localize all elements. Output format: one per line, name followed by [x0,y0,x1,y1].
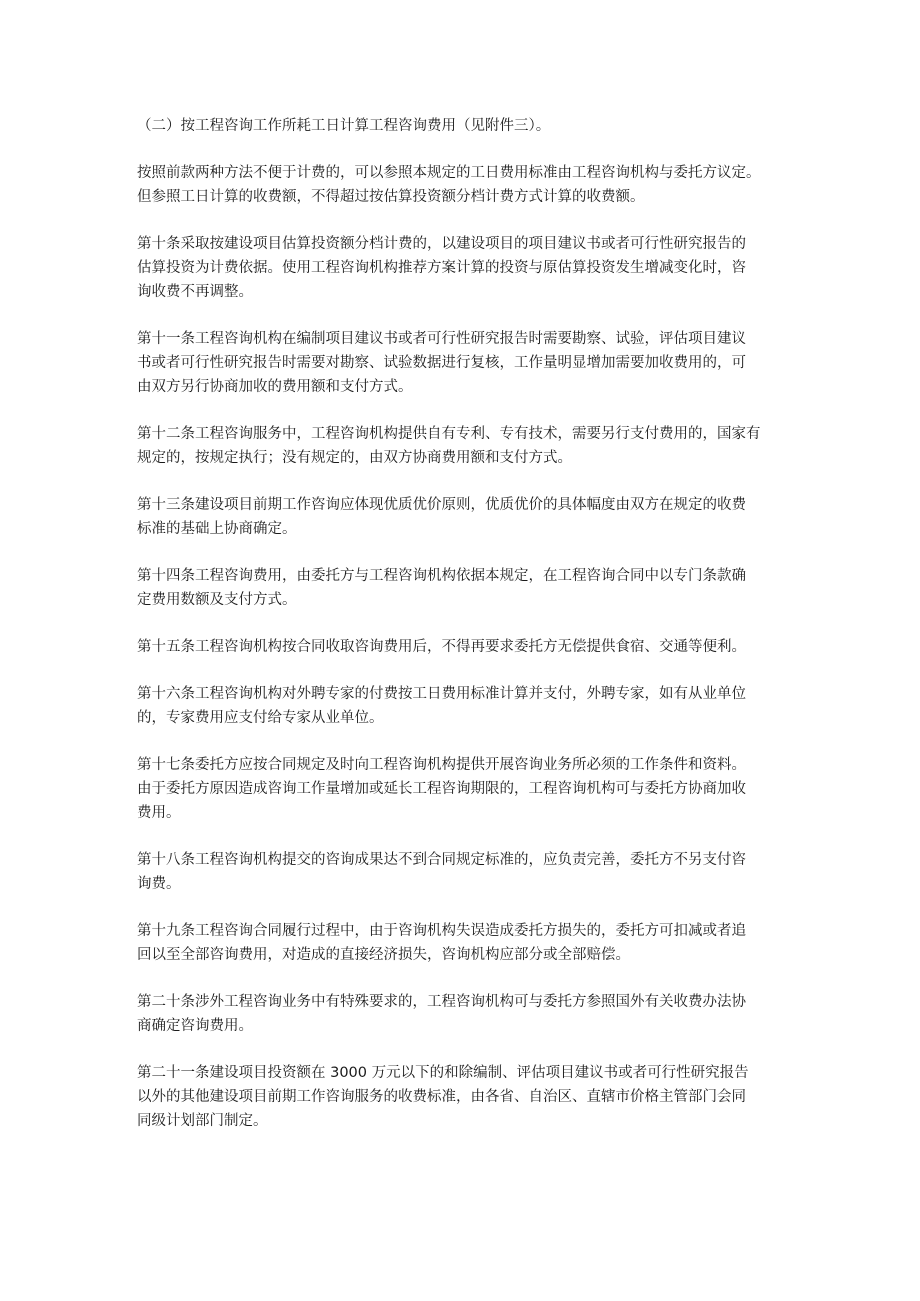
paragraph [137,232,797,304]
paragraph-line: 第十六条工程咨询机构对外聘专家的付费按工日费用标准计算并支付，外聘专家，如有从业单位 [137,686,746,702]
paragraph [137,682,797,730]
paragraph-line: 以外的其他建设项目前期工作咨询服务的收费标准，由各省、自治区、直辖市价格主管部门会同 [137,1089,746,1105]
paragraph [137,919,797,967]
paragraph-line: 询费。 [137,876,181,892]
paragraph-line: （二）按工程咨询工作所耗工日计算工程咨询费用（见附件三）。 [137,118,551,134]
paragraph-line: 由于委托方原因造成咨询工作量增加或延长工程咨询期限的，工程咨询机构可与委托方协商加收 [137,781,746,797]
paragraph-line: 询收费不再调整。 [137,284,253,300]
paragraph-line: 估算投资为计费依据。使用工程咨询机构推荐方案计算的投资与原估算投资发生增减变化时，咨 [137,260,746,276]
paragraph-line: 第十八条工程咨询机构提交的咨询成果达不到合同规定标准的，应负责完善，委托方不另支付咨 [137,852,746,868]
paragraph [137,753,797,825]
paragraph-line: 第十九条工程咨询合同履行过程中，由于咨询机构失误造成委托方损失的，委托方可扣减或者追 [137,923,746,939]
paragraph-line: 规定的，按规定执行；没有规定的，由双方协商费用额和支付方式。 [137,450,572,466]
paragraph-line: 第十七条委托方应按合同规定及时向工程咨询机构提供开展咨询业务所必须的工作条件和资料。 [137,757,746,773]
paragraph-line: 的，专家费用应支付给专家从业单位。 [137,710,384,726]
paragraph-line: 定费用数额及支付方式。 [137,592,297,608]
paragraph [137,422,797,470]
paragraph-line: 第十二条工程咨询服务中，工程咨询机构提供自有专利、专有技术，需要另行支付费用的，国家有 [137,426,761,442]
paragraph-line: 第十一条工程咨询机构在编制项目建议书或者可行性研究报告时需要勘察、试验，评估项目建议 [137,331,746,347]
paragraph [137,161,797,209]
paragraph-line: 第十三条建设项目前期工作咨询应体现优质优价原则，优质优价的具体幅度由双方在规定的收费 [137,497,746,513]
paragraph [137,848,797,896]
paragraph-line: 商确定咨询费用。 [137,1018,253,1034]
paragraph-line: 同级计划部门制定。 [137,1113,268,1129]
paragraph [137,1061,797,1133]
paragraph-line: 费用。 [137,805,181,821]
paragraph-line: 第十五条工程咨询机构按合同收取咨询费用后，不得再要求委托方无偿提供食宿、交通等便利。 [137,639,746,655]
paragraph [137,635,797,659]
paragraph-line: 由双方另行协商加收的费用额和支付方式。 [137,379,413,395]
paragraph [137,990,797,1038]
paragraph-line: 标准的基础上协商确定。 [137,521,297,537]
paragraph-line: 按照前款两种方法不便于计费的，可以参照本规定的工日费用标准由工程咨询机构与委托方议定。 [137,165,761,181]
paragraph [137,114,797,138]
document-body [137,114,797,1156]
paragraph-line: 但参照工日计算的收费额，不得超过按估算投资额分档计费方式计算的收费额。 [137,189,645,205]
paragraph-line: 第二十条涉外工程咨询业务中有特殊要求的，工程咨询机构可与委托方参照国外有关收费办法协 [137,994,746,1010]
paragraph-line: 书或者可行性研究报告时需要对勘察、试验数据进行复核，工作量明显增加需要加收费用的，可 [137,355,746,371]
paragraph-line: 第十条采取按建设项目估算投资额分档计费的，以建设项目的项目建议书或者可行性研究报告的 [137,236,746,252]
paragraph [137,564,797,612]
paragraph-line: 第十四条工程咨询费用，由委托方与工程咨询机构依据本规定，在工程咨询合同中以专门条款确 [137,568,746,584]
paragraph-line: 第二十一条建设项目投资额在 3000 万元以下的和除编制、评估项目建议书或者可行性研究报告 [137,1065,749,1081]
paragraph [137,493,797,541]
paragraph [137,327,797,399]
paragraph-line: 回以至全部咨询费用，对造成的直接经济损失，咨询机构应部分或全部赔偿。 [137,947,630,963]
